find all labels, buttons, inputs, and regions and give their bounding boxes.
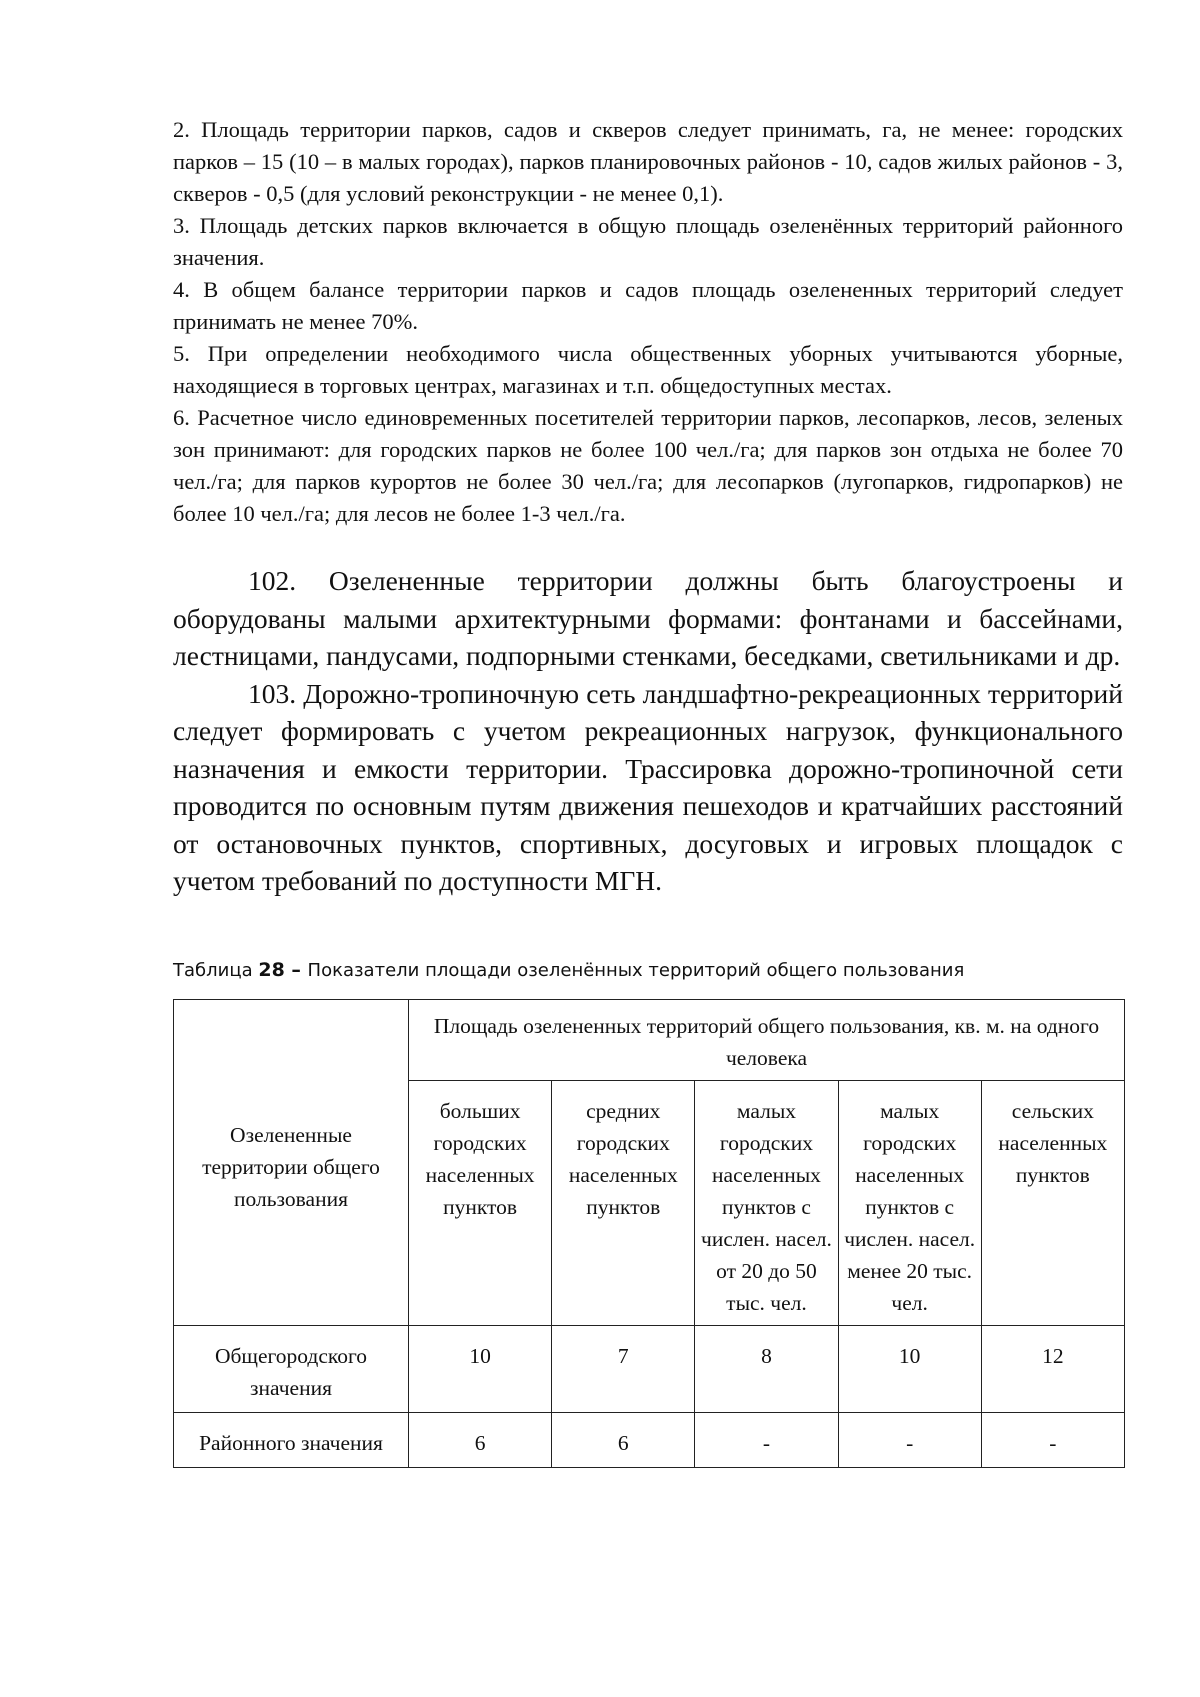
table-caption: [173, 958, 1133, 983]
column-header-small-under-20: малых городских населенных пунктов с числен. насел. менее 20 тыс. чел.: [838, 1081, 981, 1326]
note-6: 6. Расчетное число единовременных посетителей территории парков, лесопарков, лесов, зеленых зон принимают: для городских парков не более 100 чел./га; для парков зон отдыха не более 70 чел./га; для парков курортов не более 30 чел./га; для лесопарков (лугопарков, гидропарков) не более 10 чел./га; для лесов не более 1-3 чел./га.: [173, 405, 1123, 526]
group-header-cell: Площадь озелененных территорий общего пользования, кв. м. на одного человека: [409, 1000, 1125, 1081]
table-cell: 7: [552, 1326, 695, 1413]
table-row: [174, 1326, 1125, 1413]
table-cell: -: [981, 1413, 1124, 1468]
caption-text: Показатели площади озеленённых территорий общего пользования: [307, 960, 965, 981]
caption-dash: –: [284, 959, 308, 981]
row-label: Общегородского значения: [174, 1326, 409, 1413]
table-cell: 6: [409, 1413, 552, 1468]
note-4: 4. В общем балансе территории парков и садов площадь озелененных территорий следует принимать не менее 70%.: [173, 277, 1123, 334]
table-header-row-1: [174, 1000, 1125, 1081]
table-cell: 8: [695, 1326, 838, 1413]
table-cell: -: [695, 1413, 838, 1468]
table-cell: 12: [981, 1326, 1124, 1413]
column-header-small-20-50: малых городских населенных пунктов с числен. насел. от 20 до 50 тыс. чел.: [695, 1081, 838, 1326]
main-text: [173, 562, 1123, 900]
table-cell: 10: [409, 1326, 552, 1413]
column-header-medium: средних городских населенных пунктов: [552, 1081, 695, 1326]
column-header-large: больших городских населенных пунктов: [409, 1081, 552, 1326]
note-2: 2. Площадь территории парков, садов и скверов следует принимать, га, не менее: городских парков – 15 (10 – в малых городах), парков планировочных районов - 10, садов жилых районов - 3, скверов - 0,5 (для условий реконструкции - не менее 0,1).: [173, 117, 1123, 206]
paragraph-102: 102. Озелененные территории должны быть благоустроены и оборудованы малыми архитектурными формами: фонтанами и бассейнами, лестницами, пандусами, подпорными стенками, беседками, светильниками и др.: [173, 565, 1123, 671]
column-header-rural: сельских населенных пунктов: [981, 1081, 1124, 1326]
paragraph-103: 103. Дорожно-тропиночную сеть ландшафтно-рекреационных территорий следует формировать с учетом рекреационных нагрузок, функционального назначения и емкости территории. Трассировка дорожно-тропиночной сети проводится по основным путям движения пешеходов и кратчайших расстояний от остановочных пунктов, спортивных, досуговых и игровых площадок с учетом требований по доступности МГН.: [173, 677, 1123, 896]
caption-number: 28: [258, 959, 285, 981]
row-header-cell: Озелененные территории общего пользования: [174, 1000, 409, 1326]
table-cell: 10: [838, 1326, 981, 1413]
note-5: 5. При определении необходимого числа общественных уборных учитываются уборные, находящиеся в торговых центрах, магазинах и т.п. общедоступных местах.: [173, 341, 1123, 398]
caption-prefix: Таблица: [173, 960, 259, 981]
green-areas-table: [173, 999, 1125, 1468]
table-notes: [173, 114, 1123, 530]
table-cell: -: [838, 1413, 981, 1468]
note-3: 3. Площадь детских парков включается в общую площадь озеленённых территорий районного значения.: [173, 213, 1123, 270]
table-row: [174, 1413, 1125, 1468]
table-cell: 6: [552, 1413, 695, 1468]
row-label: Районного значения: [174, 1413, 409, 1468]
